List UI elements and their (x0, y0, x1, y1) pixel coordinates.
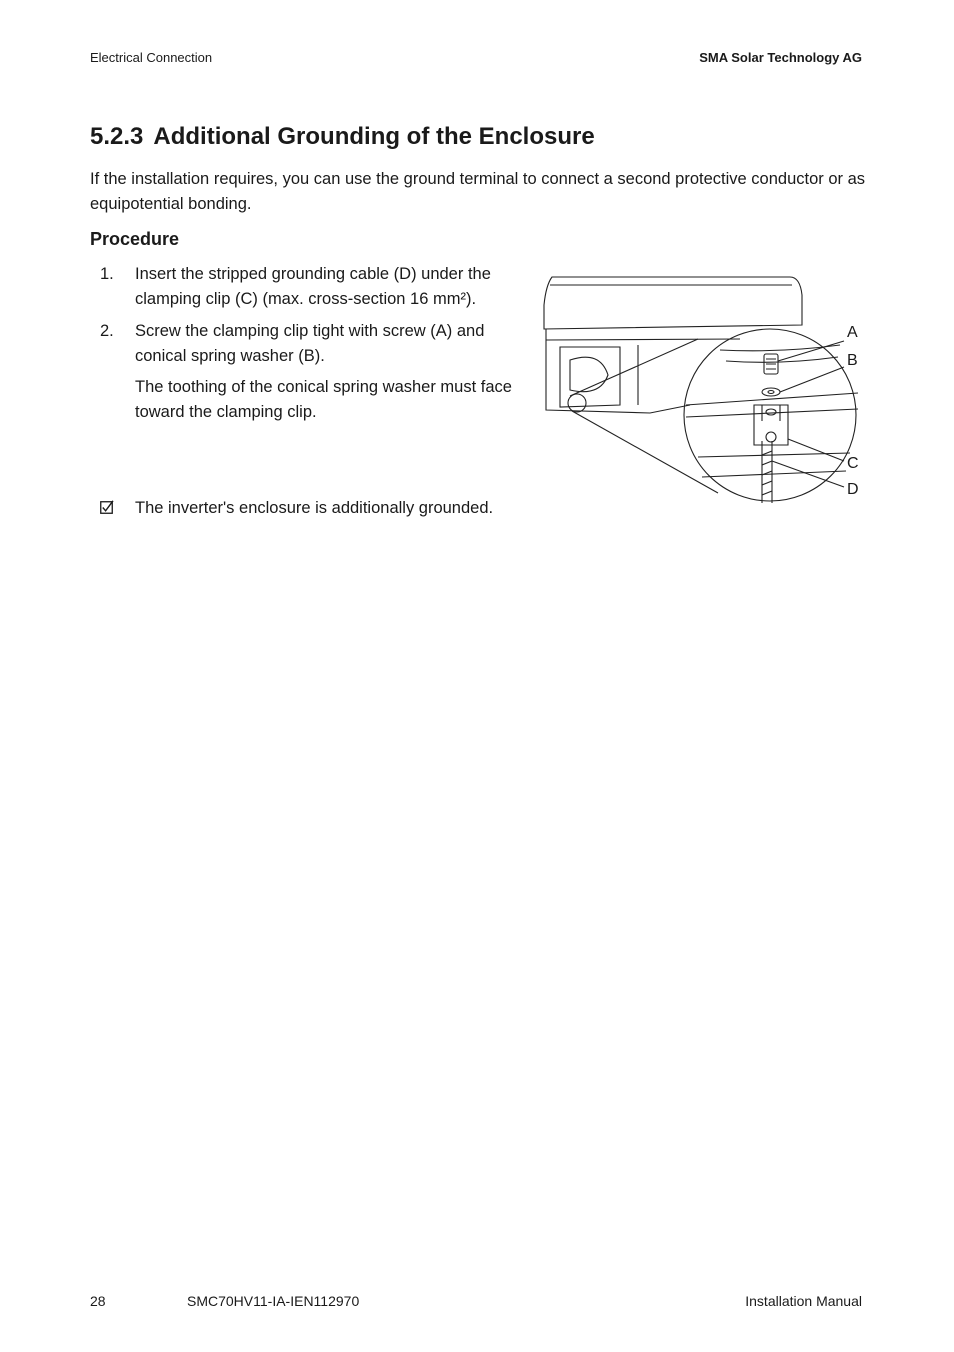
figure-label-d: D (847, 481, 859, 498)
inverter-enclosure (546, 329, 690, 413)
footer-page-number: 28 (90, 1293, 106, 1309)
section-title-text: Additional Grounding of the Enclosure (153, 123, 595, 150)
section-title (90, 123, 595, 151)
step-text: Screw the clamping clip tight with screw (A) and conical spring washer (B). (135, 322, 485, 365)
detail-circle (568, 394, 586, 412)
section-intro: If the installation requires, you can use the ground terminal to connect a second protective conductor or as equipotential bonding. (90, 170, 866, 213)
figure-label-a: A (847, 324, 858, 341)
result-text: The inverter's enclosure is additionally grounded. (135, 499, 494, 517)
footer-manual-title: Installation Manual (745, 1293, 862, 1309)
clamping-clip-c (754, 405, 788, 445)
step-note: The toothing of the conical spring washer must face toward the clamping clip. (135, 378, 512, 421)
figure-label-b: B (847, 352, 858, 369)
procedure-step-2 (90, 319, 530, 369)
grounding-illustration (540, 265, 870, 510)
procedure-step-1 (90, 262, 530, 312)
section-number: 5.2.3 (90, 123, 144, 150)
procedure-title: Procedure (90, 229, 180, 249)
footer-document-id: SMC70HV11-IA-IEN112970 (187, 1293, 360, 1309)
procedure-result (90, 496, 493, 521)
header-chapter: Electrical Connection (90, 50, 213, 65)
step-number: 2. (100, 322, 114, 340)
inverter-grounding-diagram (540, 265, 870, 510)
header-company: SMA Solar Technology AG (699, 50, 862, 65)
checkbox-checked-icon (100, 500, 114, 514)
step-text: Insert the stripped grounding cable (D) under the clamping clip (C) (max. cross-section 16 mm²). (135, 265, 491, 308)
figure-label-c: C (847, 455, 859, 472)
step-number: 1. (100, 265, 114, 283)
washer-b (762, 388, 780, 396)
